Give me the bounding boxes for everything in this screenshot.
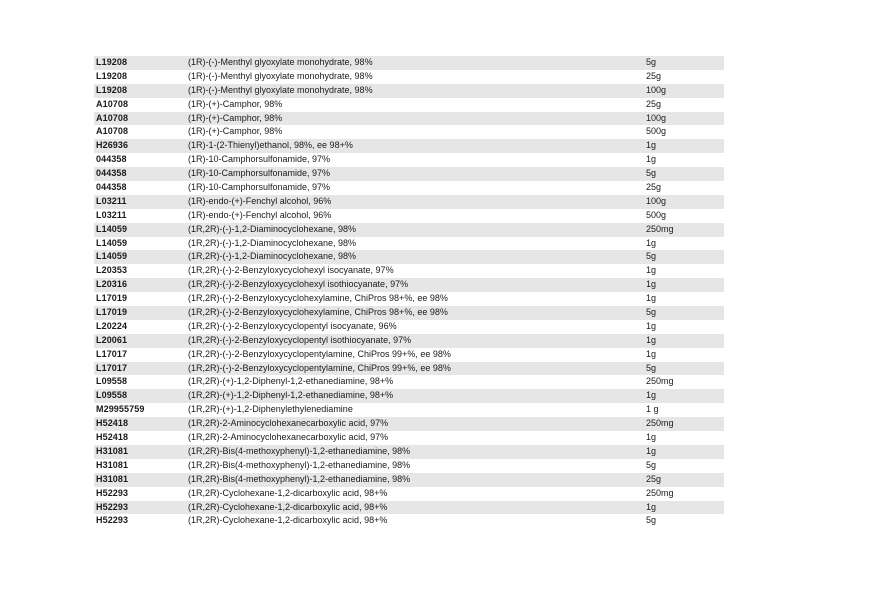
product-description: (1R,2R)-(-)-2-Benzyloxycyclopentyl isocyanate, 96% xyxy=(188,320,397,331)
product-code: L20224 xyxy=(96,320,128,331)
product-table xyxy=(94,56,724,528)
product-quantity: 5g xyxy=(646,57,657,67)
product-description: (1R)-(+)-Camphor, 98% xyxy=(188,98,283,109)
product-quantity: 5g xyxy=(646,307,657,318)
product-description: (1R)-(-)-Menthyl glyoxylate monohydrate, 98% xyxy=(188,70,373,81)
product-quantity: 1g xyxy=(646,445,657,456)
table-row xyxy=(94,181,724,195)
table-row xyxy=(94,306,724,320)
product-code: L19208 xyxy=(96,70,128,81)
table-row xyxy=(94,112,724,126)
table-row xyxy=(94,445,724,459)
product-description: (1R,2R)-(-)-1,2-Diaminocyclohexane, 98% xyxy=(188,237,357,248)
product-description: (1R)-(+)-Camphor, 98% xyxy=(188,112,283,123)
product-description: (1R,2R)-Cyclohexane-1,2-dicarboxylic acid, 98+% xyxy=(188,515,388,526)
product-code: L14059 xyxy=(96,251,128,262)
product-quantity: 1g xyxy=(646,348,657,359)
product-code: L14059 xyxy=(96,237,128,248)
product-code: L14059 xyxy=(96,223,128,234)
product-description: (1R,2R)-(-)-2-Benzyloxycyclopentylamine, ChiPros 99+%, ee 98% xyxy=(188,348,451,359)
product-quantity: 1g xyxy=(646,293,657,304)
product-description: (1R)-endo-(+)-Fenchyl alcohol, 96% xyxy=(188,195,332,206)
product-code: A10708 xyxy=(96,126,129,137)
table-row xyxy=(94,167,724,181)
product-description: (1R)-(+)-Camphor, 98% xyxy=(188,126,283,137)
product-description: (1R,2R)-(+)-1,2-Diphenyl-1,2-ethanediamine, 98+% xyxy=(188,390,394,401)
product-quantity: 500g xyxy=(646,126,667,137)
product-code: A10708 xyxy=(96,98,129,109)
product-quantity: 25g xyxy=(646,98,662,109)
product-description: (1R,2R)-(-)-1,2-Diaminocyclohexane, 98% xyxy=(188,251,357,262)
product-description: (1R)-10-Camphorsulfonamide, 97% xyxy=(188,168,331,179)
product-quantity: 1g xyxy=(646,140,657,151)
table-row xyxy=(94,237,724,251)
table-row xyxy=(94,417,724,431)
product-description: (1R)-1-(2-Thienyl)ethanol, 98%, ee 98+% xyxy=(188,140,353,151)
product-quantity: 1g xyxy=(646,432,657,443)
product-description: (1R,2R)-(-)-2-Benzyloxycyclohexyl isothiocyanate, 97% xyxy=(188,279,409,290)
product-description: (1R)-(-)-Menthyl glyoxylate monohydrate, 98% xyxy=(188,57,373,67)
product-description: (1R,2R)-(-)-1,2-Diaminocyclohexane, 98% xyxy=(188,223,357,234)
table-row xyxy=(94,195,724,209)
product-description: (1R,2R)-(-)-2-Benzyloxycyclohexyl isocyanate, 97% xyxy=(188,265,394,276)
product-quantity: 1g xyxy=(646,390,657,401)
product-code: L19208 xyxy=(96,57,128,67)
table-row xyxy=(94,84,724,98)
product-description: (1R,2R)-(-)-2-Benzyloxycyclopentylamine, ChiPros 99+%, ee 98% xyxy=(188,362,451,373)
product-code: L20353 xyxy=(96,265,128,276)
product-code: H52293 xyxy=(96,515,129,526)
product-description: (1R,2R)-(-)-2-Benzyloxycyclohexylamine, ChiPros 98+%, ee 98% xyxy=(188,307,448,318)
table-row xyxy=(94,473,724,487)
product-code: 044358 xyxy=(96,154,127,165)
product-quantity: 1g xyxy=(646,237,657,248)
table-row xyxy=(94,459,724,473)
product-quantity: 5g xyxy=(646,362,657,373)
product-code: H31081 xyxy=(96,459,129,470)
product-description: (1R,2R)-2-Aminocyclohexanecarboxylic acid, 97% xyxy=(188,432,389,443)
product-code: H31081 xyxy=(96,445,129,456)
product-code: H31081 xyxy=(96,473,129,484)
product-description: (1R)-10-Camphorsulfonamide, 97% xyxy=(188,182,331,193)
product-code: A10708 xyxy=(96,112,129,123)
product-description: (1R,2R)-Bis(4-methoxyphenyl)-1,2-ethanediamine, 98% xyxy=(188,445,411,456)
product-code: 044358 xyxy=(96,182,127,193)
product-quantity: 1g xyxy=(646,334,657,345)
table-row xyxy=(94,431,724,445)
product-quantity: 5g xyxy=(646,251,657,262)
product-quantity: 250mg xyxy=(646,376,674,387)
table-row xyxy=(94,223,724,237)
product-quantity: 5g xyxy=(646,515,657,526)
product-code: L17019 xyxy=(96,293,128,304)
table-row xyxy=(94,70,724,84)
table-row xyxy=(94,292,724,306)
table-row xyxy=(94,250,724,264)
table-row xyxy=(94,334,724,348)
product-quantity: 5g xyxy=(646,459,657,470)
table-row xyxy=(94,487,724,501)
product-quantity: 250mg xyxy=(646,223,674,234)
product-quantity: 1g xyxy=(646,265,657,276)
table-row xyxy=(94,139,724,153)
table-row xyxy=(94,514,724,528)
product-code: L20316 xyxy=(96,279,128,290)
table-row xyxy=(94,375,724,389)
table-row xyxy=(94,320,724,334)
product-code: H52418 xyxy=(96,432,129,443)
product-quantity: 25g xyxy=(646,473,662,484)
product-description: (1R,2R)-(-)-2-Benzyloxycyclohexylamine, ChiPros 98+%, ee 98% xyxy=(188,293,448,304)
product-quantity: 100g xyxy=(646,84,667,95)
table-row xyxy=(94,98,724,112)
product-quantity: 25g xyxy=(646,182,662,193)
table-row xyxy=(94,125,724,139)
product-quantity: 5g xyxy=(646,168,657,179)
product-code: M29955759 xyxy=(96,404,145,415)
product-quantity: 1 g xyxy=(646,404,659,415)
product-description: (1R,2R)-2-Aminocyclohexanecarboxylic acid, 97% xyxy=(188,418,389,429)
product-quantity: 250mg xyxy=(646,487,674,498)
product-code: L09558 xyxy=(96,390,128,401)
product-description: (1R,2R)-(+)-1,2-Diphenyl-1,2-ethanediamine, 98+% xyxy=(188,376,394,387)
product-code: H52418 xyxy=(96,418,129,429)
table-row xyxy=(94,403,724,417)
product-code: L17019 xyxy=(96,307,128,318)
product-quantity: 1g xyxy=(646,279,657,290)
product-quantity: 100g xyxy=(646,112,667,123)
product-description: (1R)-(-)-Menthyl glyoxylate monohydrate, 98% xyxy=(188,84,373,95)
table-row xyxy=(94,209,724,223)
product-description: (1R)-10-Camphorsulfonamide, 97% xyxy=(188,154,331,165)
product-quantity: 100g xyxy=(646,195,667,206)
table-row xyxy=(94,348,724,362)
table-row xyxy=(94,56,724,70)
table-row xyxy=(94,153,724,167)
product-quantity: 25g xyxy=(646,70,662,81)
product-quantity: 250mg xyxy=(646,418,674,429)
product-code: L09558 xyxy=(96,376,128,387)
product-description: (1R,2R)-Bis(4-methoxyphenyl)-1,2-ethanediamine, 98% xyxy=(188,473,411,484)
product-description: (1R,2R)-(+)-1,2-Diphenylethylenediamine xyxy=(188,404,353,415)
product-code: H26936 xyxy=(96,140,129,151)
product-description: (1R,2R)-Cyclohexane-1,2-dicarboxylic acid, 98+% xyxy=(188,501,388,512)
product-quantity: 1g xyxy=(646,320,657,331)
product-description: (1R,2R)-(-)-2-Benzyloxycyclopentyl isothiocyanate, 97% xyxy=(188,334,412,345)
product-description: (1R)-endo-(+)-Fenchyl alcohol, 96% xyxy=(188,209,332,220)
product-code: 044358 xyxy=(96,168,127,179)
product-description: (1R,2R)-Bis(4-methoxyphenyl)-1,2-ethanediamine, 98% xyxy=(188,459,411,470)
table-row xyxy=(94,278,724,292)
table-row xyxy=(94,389,724,403)
product-code: L03211 xyxy=(96,209,127,220)
product-code: H52293 xyxy=(96,501,129,512)
product-code: L17017 xyxy=(96,348,128,359)
product-code: H52293 xyxy=(96,487,129,498)
table-row xyxy=(94,362,724,376)
product-code: L20061 xyxy=(96,334,128,345)
product-code: L19208 xyxy=(96,84,128,95)
product-code: L03211 xyxy=(96,195,127,206)
table-row xyxy=(94,501,724,515)
product-quantity: 500g xyxy=(646,209,667,220)
product-quantity: 1g xyxy=(646,154,657,165)
product-description: (1R,2R)-Cyclohexane-1,2-dicarboxylic acid, 98+% xyxy=(188,487,388,498)
product-quantity: 1g xyxy=(646,501,657,512)
table-row xyxy=(94,264,724,278)
product-code: L17017 xyxy=(96,362,128,373)
